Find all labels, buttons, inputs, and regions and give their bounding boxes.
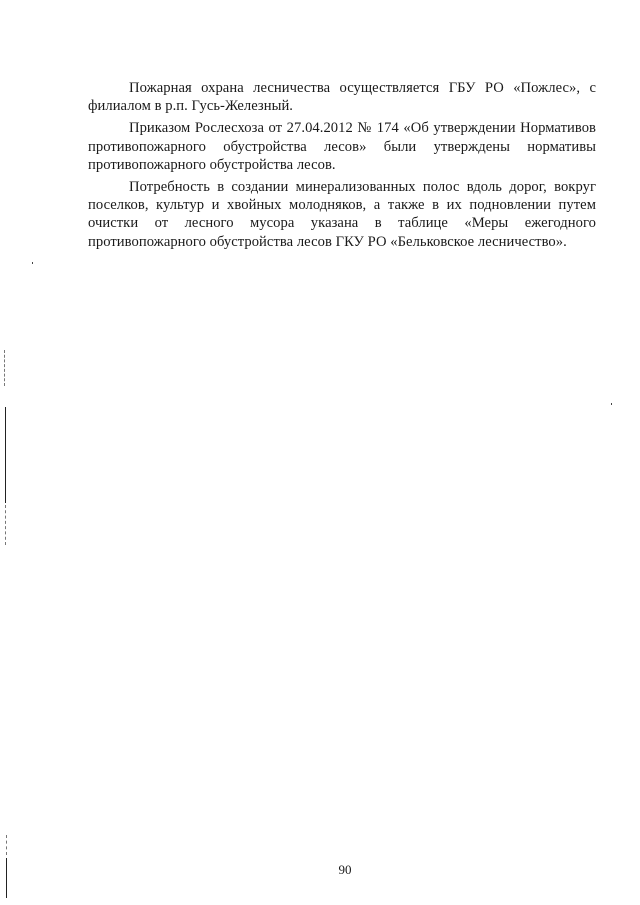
paragraph-fire-protection: Пожарная охрана лесничества осуществляется ГБУ РО «Пожлес», с филиалом в р.п. Гусь-Железный. bbox=[88, 80, 596, 115]
scan-speck bbox=[611, 403, 612, 405]
body-text bbox=[88, 79, 596, 255]
scan-margin-line bbox=[5, 407, 6, 503]
scan-margin-dashes bbox=[6, 835, 8, 855]
scan-margin-dashes bbox=[5, 505, 7, 545]
scan-speck bbox=[32, 262, 33, 264]
page-number: 90 bbox=[338, 862, 352, 877]
paragraph-order: Приказом Рослесхоза от 27.04.2012 № 174 «Об утверждении Нормативов противопожарного обустройства лесов» были утверждены нормативы противопожарного обустройства лесов. bbox=[88, 120, 596, 173]
scan-margin-dashes bbox=[4, 350, 6, 386]
paragraph-mineralized-strips: Потребность в создании минерализованных полос вдоль дорог, вокруг поселков, культур и хвойных молодняков, а также в их подновлении путем очистки от лесного мусора указана в таблице «Меры ежегодного противопожарного обустройства лесов ГКУ РО «Бельковское лесничество». bbox=[88, 179, 596, 250]
